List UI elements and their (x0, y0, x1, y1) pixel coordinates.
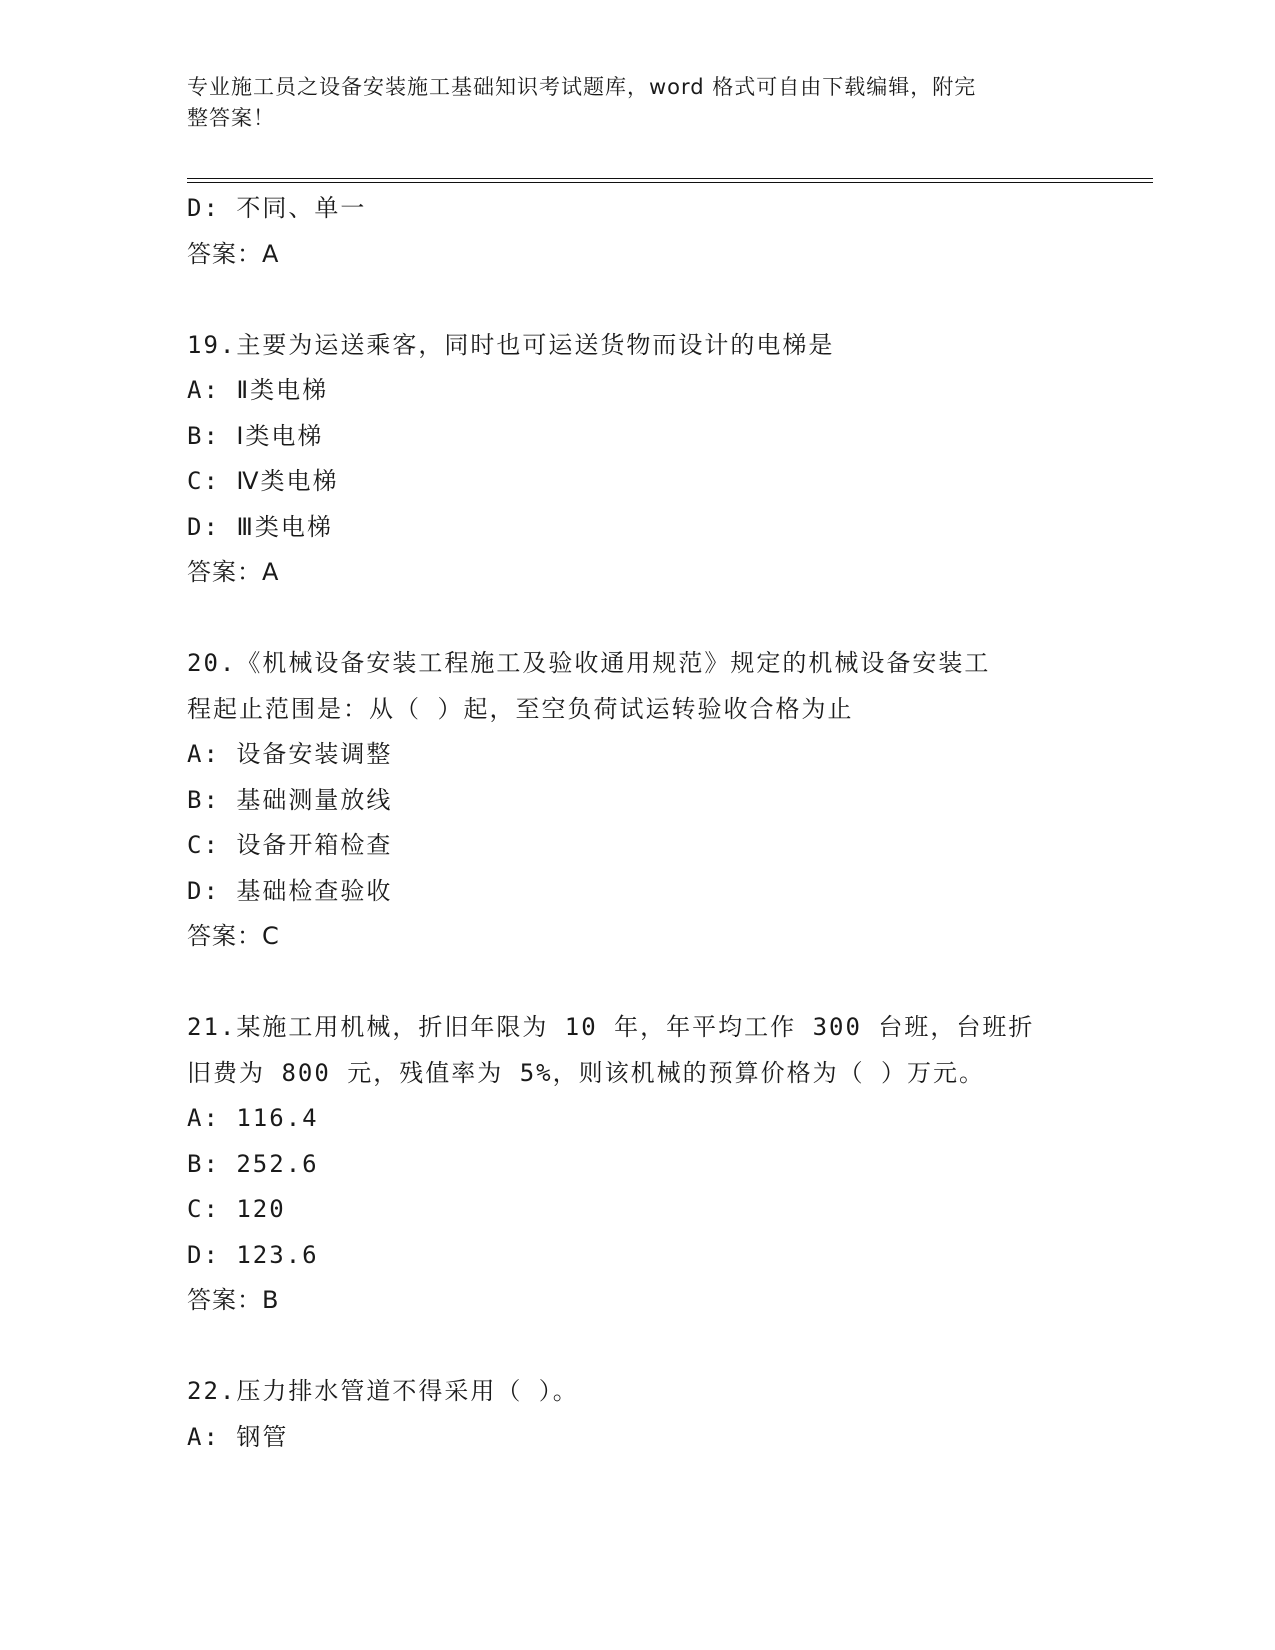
question-stem-line-1: 21.某施工用机械，折旧年限为 10 年，年平均工作 300 台班，台班折 (187, 1013, 1035, 1041)
option-d: D: 123.6 (187, 1240, 319, 1269)
question-22 (187, 1369, 1087, 1460)
option-a: A: 钢管 (187, 1422, 289, 1451)
option-c: C: Ⅳ类电梯 (187, 467, 339, 495)
spacer (187, 1324, 1087, 1370)
spacer (187, 960, 1087, 1006)
answer-line: 答案：A (187, 558, 280, 586)
header-divider-top (187, 178, 1153, 179)
option-a: A: 116.4 (187, 1104, 319, 1132)
header-line-1: 专业施工员之设备安装施工基础知识考试题库，word 格式可自由下载编辑，附完 (187, 75, 977, 99)
answer-line: 答案：C (187, 922, 280, 950)
answer-line: 答案：B (187, 1286, 280, 1314)
answer-line: 答案：A (187, 239, 280, 268)
option-a: A: Ⅱ类电梯 (187, 376, 329, 404)
option-d: D: 不同、单一 (187, 194, 367, 222)
question-20 (187, 641, 1087, 960)
header-line-2: 整答案！ (187, 106, 275, 130)
spacer (187, 277, 1087, 323)
option-d: D: Ⅲ类电梯 (187, 512, 333, 541)
question-21 (187, 1005, 1087, 1324)
header-divider-bottom (187, 182, 1153, 183)
option-b: B: Ⅰ类电梯 (187, 421, 324, 450)
question-stem-line-2: 程起止范围是：从（ ）起，至空负荷试运转验收合格为止 (187, 694, 854, 723)
question-list (187, 186, 1087, 1460)
spacer (187, 596, 1087, 642)
option-b: B: 252.6 (187, 1149, 319, 1178)
option-a: A: 设备安装调整 (187, 740, 393, 768)
question-stem: 22.压力排水管道不得采用（ ）。 (187, 1377, 579, 1405)
option-d: D: 基础检查验收 (187, 876, 393, 905)
option-c: C: 120 (187, 1195, 286, 1223)
question-stem-line-2: 旧费为 800 元，残值率为 5%，则该机械的预算价格为（ ）万元。 (187, 1058, 986, 1087)
option-b: B: 基础测量放线 (187, 785, 393, 814)
question-stem-line-1: 20.《机械设备安装工程施工及验收通用规范》规定的机械设备安装工 (187, 649, 991, 677)
document-header (187, 72, 1087, 134)
question-19 (187, 323, 1087, 596)
question-stem: 19.主要为运送乘客，同时也可运送货物而设计的电梯是 (187, 330, 835, 359)
option-c: C: 设备开箱检查 (187, 831, 393, 859)
